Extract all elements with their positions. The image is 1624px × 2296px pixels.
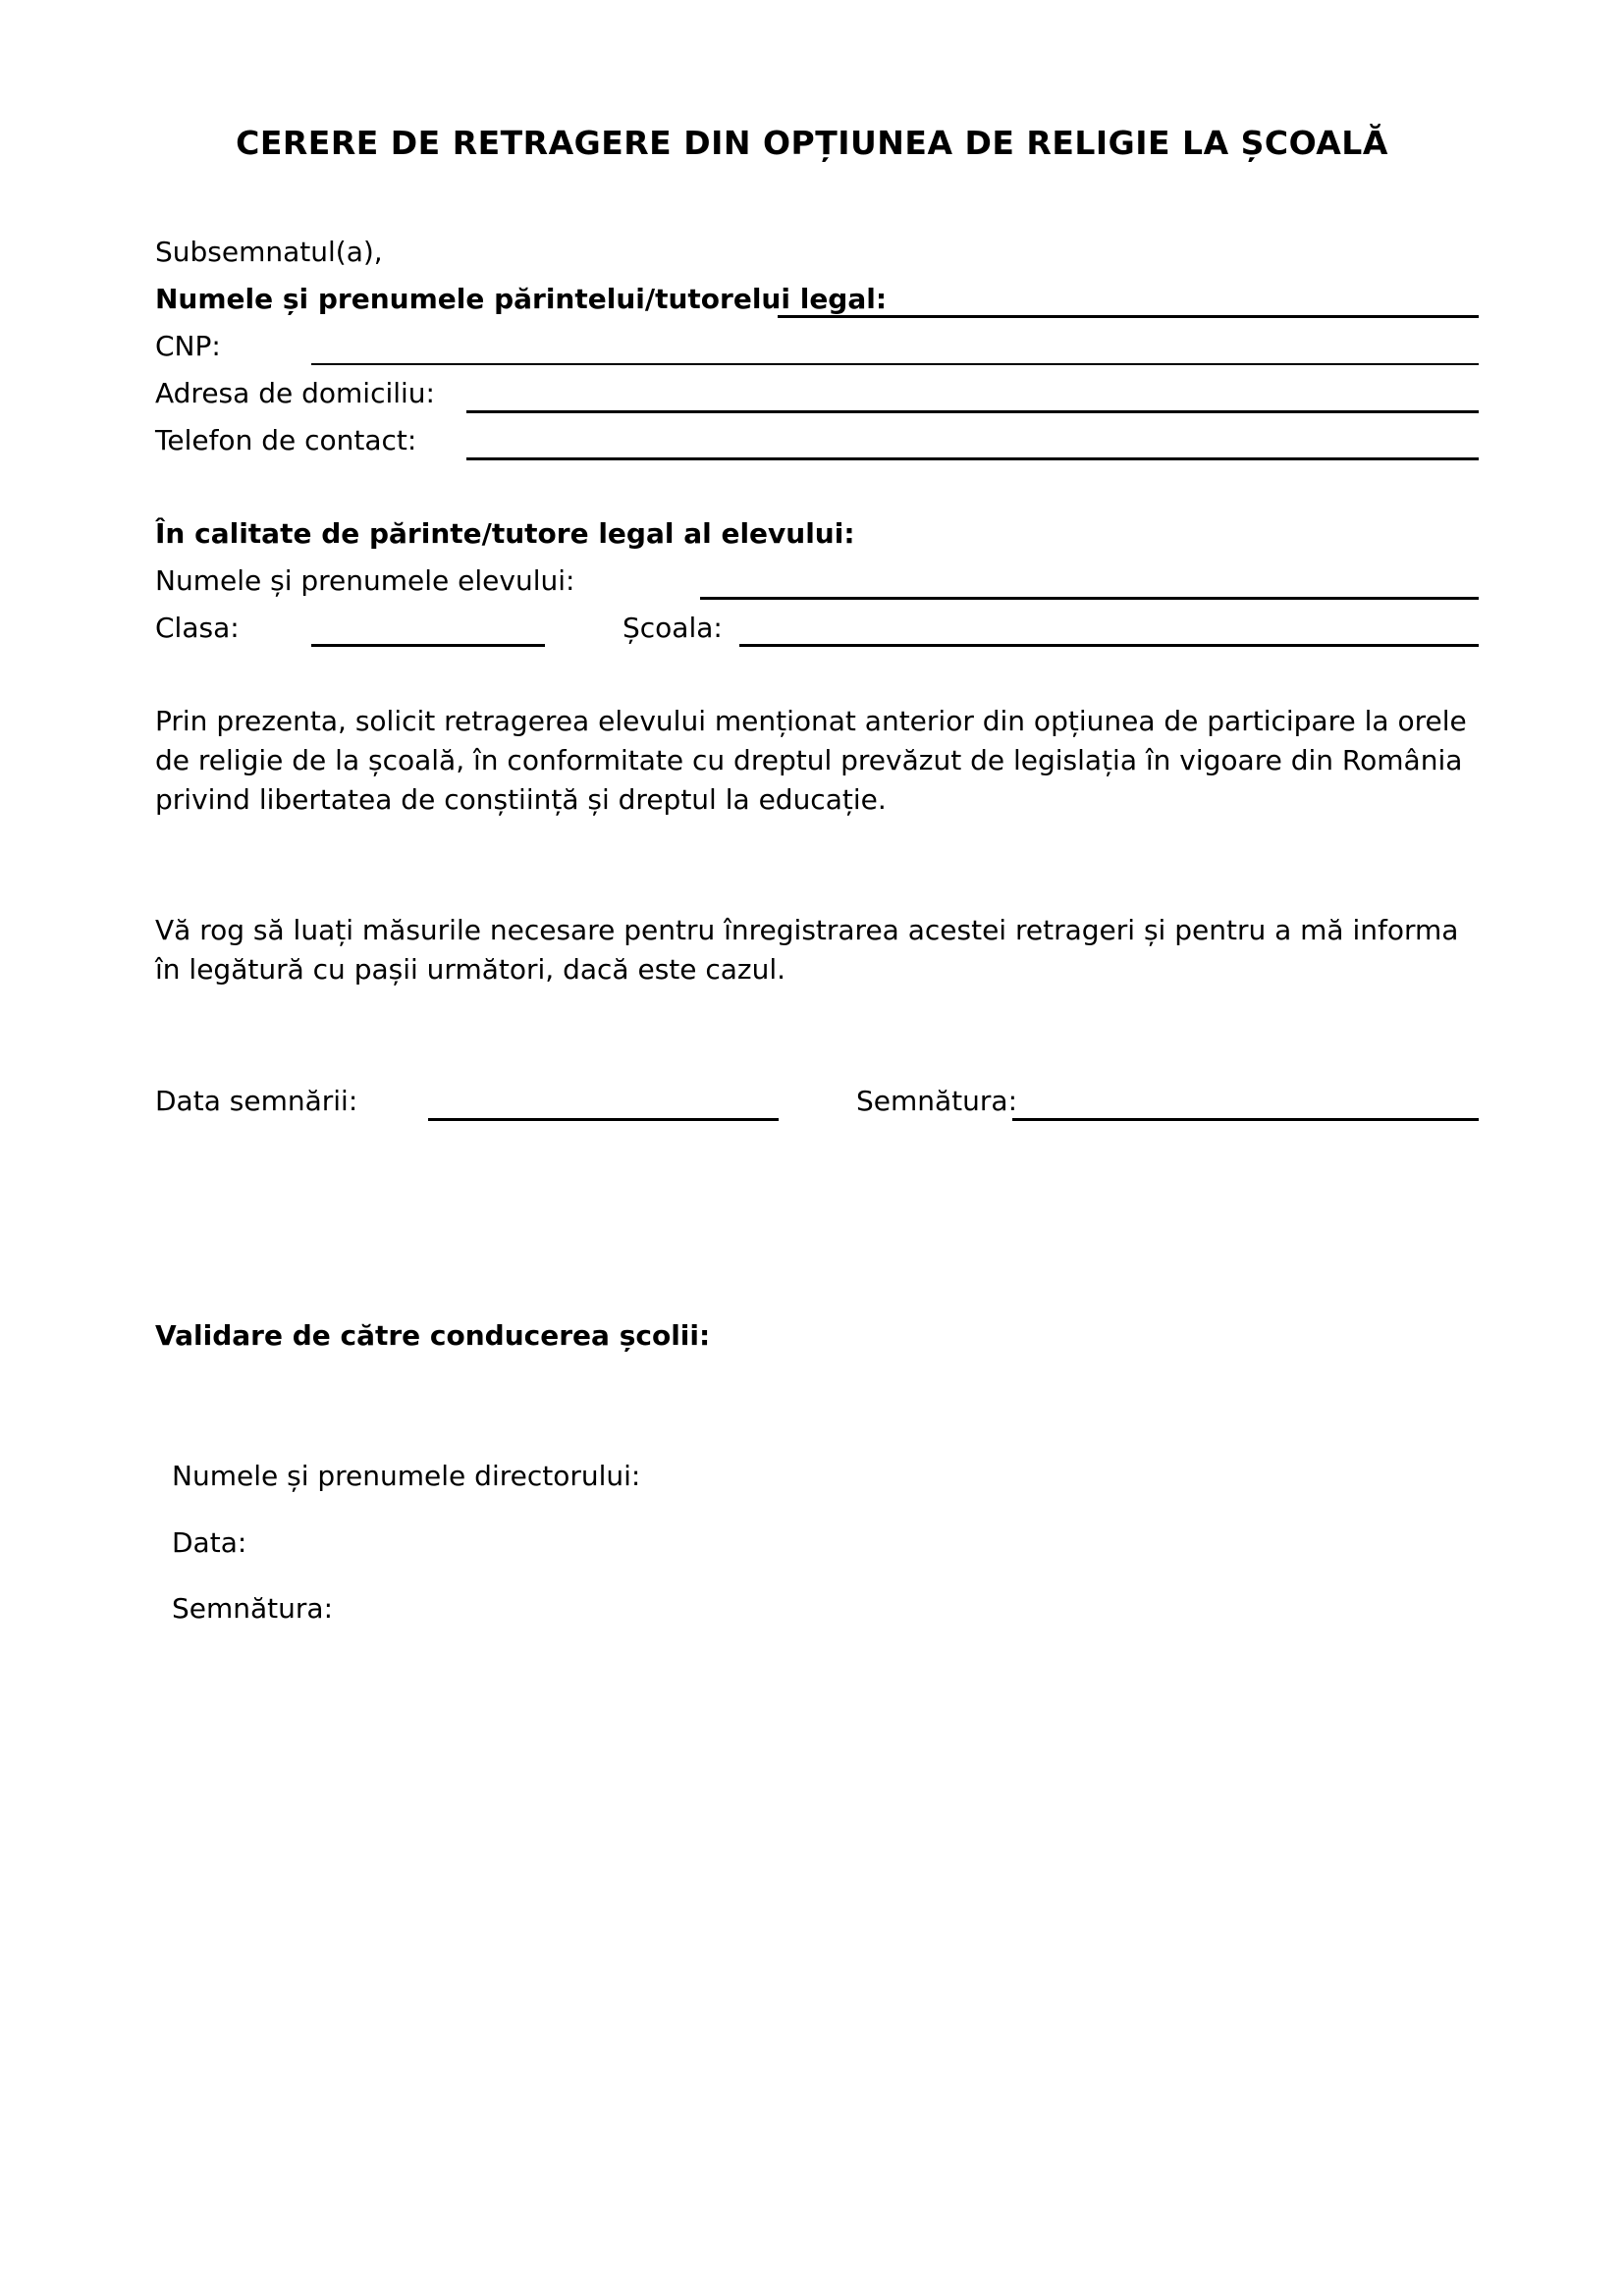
address-field[interactable] bbox=[466, 410, 1479, 413]
validation-date-label: Data: bbox=[172, 1526, 247, 1559]
school-field[interactable] bbox=[739, 644, 1479, 647]
validation-signature-label: Semnătura: bbox=[172, 1592, 334, 1625]
signature-label: Semnătura: bbox=[856, 1085, 1018, 1117]
student-name-field[interactable] bbox=[700, 597, 1479, 600]
phone-label: Telefon de contact: bbox=[155, 424, 417, 456]
director-name-label: Numele și prenumele directorului: bbox=[172, 1460, 641, 1492]
school-label: Școala: bbox=[623, 612, 723, 644]
intro-text: Subsemnatul(a), bbox=[155, 236, 383, 268]
address-label: Adresa de domiciliu: bbox=[155, 377, 435, 409]
student-section-heading: În calitate de părinte/tutore legal al elevului: bbox=[155, 517, 855, 550]
validation-heading: Validare de către conducerea școlii: bbox=[155, 1319, 711, 1352]
signature-field[interactable] bbox=[1012, 1118, 1479, 1121]
cnp-label: CNP: bbox=[155, 330, 221, 362]
document-title: CERERE DE RETRAGERE DIN OPȚIUNEA DE RELIGIE LA ȘCOALĂ bbox=[236, 124, 1388, 162]
parent-name-label: Numele și prenumele părintelui/tutorelui legal: bbox=[155, 283, 888, 315]
parent-name-field[interactable] bbox=[778, 315, 1479, 318]
cnp-field[interactable] bbox=[311, 363, 1479, 365]
request-paragraph: Prin prezenta, solicit retragerea elevului menționat anterior din opțiunea de participare la orele de religie de la școală, în conformitate cu dreptul prevăzut de legislația în vigoare din România privind libertatea de conștiință și dreptul la educație. bbox=[155, 705, 1467, 816]
measures-paragraph: Vă rog să luați măsurile necesare pentru înregistrarea acestei retrageri și pentru a mă informa în legătură cu pașii următori, dacă este cazul. bbox=[155, 914, 1459, 986]
phone-field[interactable] bbox=[466, 457, 1479, 460]
signing-date-label: Data semnării: bbox=[155, 1085, 358, 1117]
class-label: Clasa: bbox=[155, 612, 240, 644]
class-field[interactable] bbox=[311, 644, 545, 647]
student-name-label: Numele și prenumele elevului: bbox=[155, 564, 575, 597]
signing-date-field[interactable] bbox=[428, 1118, 779, 1121]
